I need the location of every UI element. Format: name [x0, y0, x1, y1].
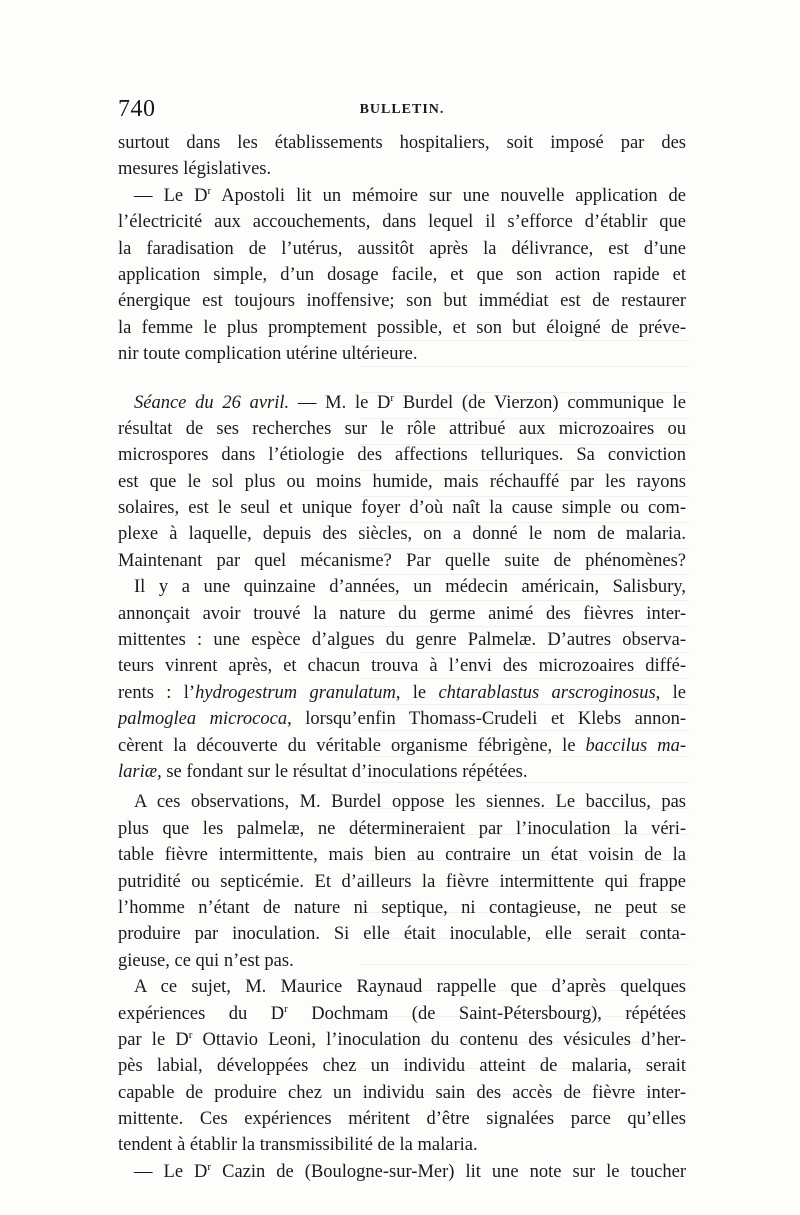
species-name: chtarablastus arscroginosus	[438, 682, 656, 703]
superscript: r	[188, 1028, 193, 1041]
superscript: r	[284, 1002, 288, 1015]
text-run: , le	[655, 682, 686, 703]
page-header	[118, 96, 686, 130]
text-line: nir toute complication utérine ultérieure.	[118, 344, 418, 365]
text-line: mittentes : une espèce d’algues du genre Palmelæ. D’autres observa-	[118, 630, 686, 651]
superscript: r	[390, 391, 395, 404]
text-line	[118, 733, 686, 759]
text-run: rents : l’	[118, 682, 196, 703]
session-heading: Séance du 26 avril.	[134, 392, 290, 413]
text-line	[118, 183, 686, 209]
text-line: table fièvre intermittente, mais bien au contraire un état voisin de la	[118, 845, 686, 866]
text-line	[118, 1001, 686, 1027]
text-line: A ce sujet, M. Maurice Raynaud rappelle que d’après quelques	[134, 977, 686, 998]
paragraph-gap	[118, 368, 686, 390]
text-line: est que le sol plus ou moins humide, mais réchauffé par les rayons	[118, 471, 686, 492]
text-run: , se fondant sur le résultat d’inoculations répétées.	[157, 761, 528, 782]
text-line: application simple, d’un dosage facile, et que son action rapide et	[118, 264, 686, 285]
text-line: surtout dans les établissements hospitaliers, soit imposé par des	[118, 133, 686, 153]
text-run: par le D	[118, 1029, 189, 1050]
text-line: gieuse, ce qui n’est pas.	[118, 950, 294, 971]
text-line: l’homme n’étant de nature ni septique, ni contagieuse, ne peut se	[118, 897, 686, 918]
text-run: Dochmam (de Saint-Pétersbourg), répétées	[287, 1003, 686, 1024]
text-run: expériences du D	[118, 1003, 285, 1024]
text-line: la femme le plus promptement possible, et son but éloigné de préve-	[118, 317, 686, 338]
text-line	[118, 706, 686, 732]
text-line: teurs vinrent après, et chacun trouva à l’envi des microzoaires diffé-	[118, 656, 686, 677]
text-line	[118, 1159, 686, 1185]
text-line: la faradisation de l’utérus, aussitôt après la délivrance, est d’une	[118, 238, 686, 259]
text-run: , lorsqu’enfin Thomass-Crudeli et Klebs annon-	[287, 709, 686, 730]
running-head: BULLETIN.	[359, 102, 445, 117]
text-line: capable de produire chez un individu sain des accès de fièvre inter-	[118, 1082, 686, 1103]
text-line: A ces observations, M. Burdel oppose les siennes. Le baccilus, pas	[134, 792, 686, 813]
species-name: hydrogestrum granulatum	[195, 682, 396, 703]
text-line: microspores dans l’étiologie des affections telluriques. Sa conviction	[118, 445, 686, 466]
text-run: Apostoli lit un mémoire sur une nouvelle application de	[211, 185, 686, 206]
text-line: pès labial, développées chez un individu atteint de malaria, serait	[118, 1056, 686, 1077]
text-line	[118, 1027, 686, 1053]
species-name: lariæ	[118, 761, 158, 782]
text-line: annonçait avoir trouvé la nature du germe animé des fièvres inter-	[118, 603, 686, 624]
text-line: l’électricité aux accouchements, dans lequel il s’efforce d’établir que	[118, 212, 686, 233]
species-name: baccilus ma-	[585, 735, 686, 756]
text-run: — Le D	[134, 185, 208, 206]
text-line: Il y a une quinzaine d’années, un médecin américain, Salisbury,	[134, 577, 686, 598]
text-line: putridité ou septicémie. Et d’ailleurs la fièvre intermittente qui frappe	[118, 871, 686, 892]
text-line: mesures législatives.	[118, 159, 272, 180]
text-line: mittente. Ces expériences méritent d’être signalées parce qu’elles	[118, 1109, 686, 1130]
text-line: résultat de ses recherches sur le rôle attribué aux microzoaires ou	[118, 418, 686, 439]
text-run: cèrent la découverte du véritable organisme fébrigène, le	[118, 735, 586, 756]
text-line: énergique est toujours inoffensive; son but immédiat est de restaurer	[118, 291, 686, 312]
superscript: r	[207, 1160, 212, 1173]
text-line: plus que les palmelæ, ne détermineraient par l’inoculation la véri-	[118, 818, 686, 839]
text-line	[118, 680, 686, 706]
text-run: Burdel (de Vierzon) communique le	[394, 392, 686, 413]
text-line: tendent à établir la transmissibilité de la malaria.	[118, 1135, 478, 1156]
text-run: Ottavio Leoni, l’inoculation du contenu des vésicules d’her-	[192, 1029, 686, 1050]
text-line	[118, 390, 686, 416]
superscript: r	[207, 184, 212, 197]
text-run: — M. le D	[289, 392, 391, 413]
text-run: Cazin de (Boulogne-sur-Mer) lit une note sur le toucher	[211, 1161, 686, 1182]
text-line: produire par inoculation. Si elle était inoculable, elle serait conta-	[118, 924, 686, 945]
text-run: — Le D	[134, 1161, 208, 1182]
text-line: solaires, est le seul et unique foyer d’où naît la cause simple ou com-	[118, 498, 686, 519]
text-line: plexe à laquelle, depuis des siècles, on a donné le nom de malaria.	[118, 524, 686, 545]
text-run: , le	[395, 682, 439, 703]
text-line	[118, 759, 686, 785]
text-line: Maintenant par quel mécanisme? Par quelle suite de phénomènes?	[118, 550, 686, 571]
body-text	[118, 130, 686, 1185]
page-number: 740	[118, 96, 156, 122]
species-name: palmoglea micrococa	[118, 709, 288, 730]
